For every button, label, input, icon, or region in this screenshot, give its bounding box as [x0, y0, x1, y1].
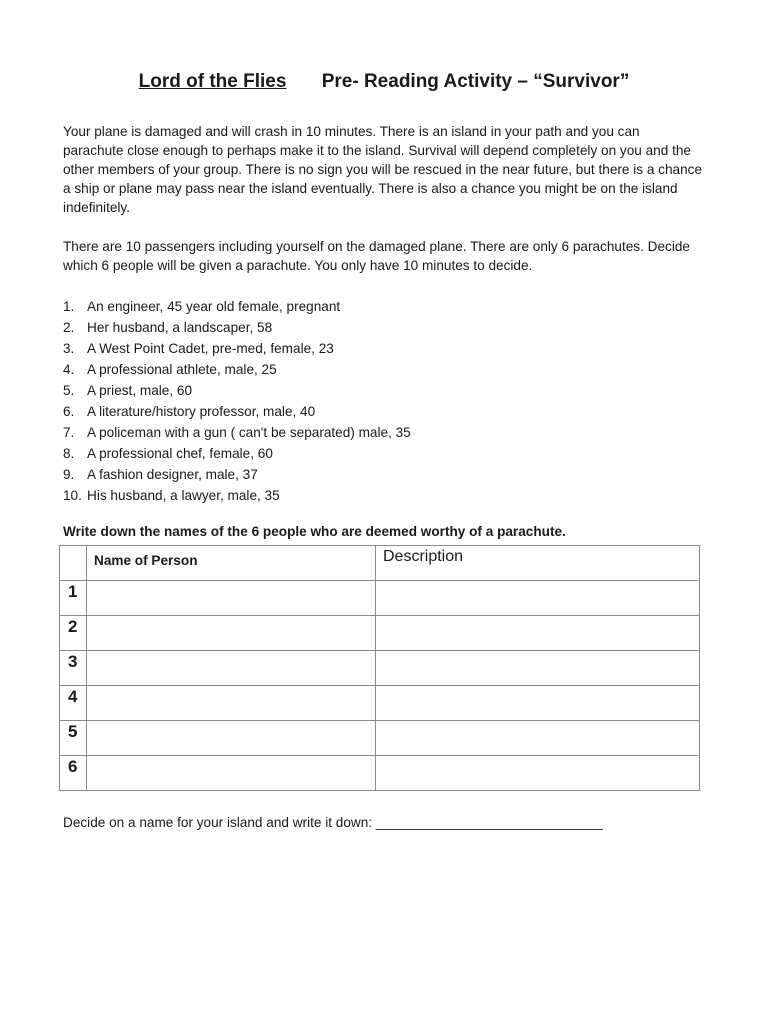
list-number: 10.	[63, 488, 82, 503]
description-cell[interactable]	[376, 686, 700, 721]
row-number: 2	[68, 617, 78, 636]
book-title: Lord of the Flies	[138, 71, 287, 92]
description-cell[interactable]	[376, 581, 700, 616]
row-number: 3	[68, 652, 78, 671]
activity-title: Pre- Reading Activity – “Survivor”	[321, 71, 630, 92]
list-item	[63, 317, 703, 338]
name-cell[interactable]	[87, 616, 376, 651]
name-cell[interactable]	[87, 686, 376, 721]
island-name-prompt	[63, 815, 603, 830]
list-number: 4.	[63, 362, 75, 377]
row-number-cell	[60, 756, 87, 791]
row-number-cell	[60, 721, 87, 756]
header-description: Description	[383, 548, 464, 565]
list-text: A literature/history professor, male, 40	[87, 404, 316, 419]
list-number: 9.	[63, 467, 75, 482]
list-item	[63, 485, 703, 506]
row-number: 4	[68, 687, 78, 706]
description-cell[interactable]	[376, 721, 700, 756]
list-text: A professional chef, female, 60	[87, 446, 273, 461]
table-row	[60, 686, 700, 721]
list-item	[63, 380, 703, 401]
list-text: Her husband, a landscaper, 58	[87, 320, 273, 335]
table-row	[60, 756, 700, 791]
name-cell[interactable]	[87, 721, 376, 756]
list-item	[63, 296, 703, 317]
table-header-row	[60, 546, 700, 581]
header-description-cell	[376, 546, 700, 581]
passengers-paragraph: There are 10 passengers including yourself on the damaged plane. There are only 6 parachutes. Decide which 6 people will be given a parachute. You only have 10 minutes to decide.	[63, 239, 690, 273]
list-item	[63, 443, 703, 464]
list-item	[63, 422, 703, 443]
list-item	[63, 338, 703, 359]
row-number-cell	[60, 616, 87, 651]
list-number: 1.	[63, 299, 75, 314]
island-name-label: Decide on a name for your island and write it down:	[63, 815, 373, 830]
island-name-blank[interactable]: ______________________________	[375, 815, 603, 830]
table-row	[60, 721, 700, 756]
table-row	[60, 651, 700, 686]
row-number: 1	[68, 582, 78, 601]
list-text: A West Point Cadet, pre-med, female, 23	[87, 341, 334, 356]
header-number-cell	[60, 546, 87, 581]
passenger-list	[63, 296, 703, 506]
parachute-table	[59, 545, 700, 791]
name-cell[interactable]	[87, 581, 376, 616]
row-number-cell	[60, 686, 87, 721]
table-row	[60, 581, 700, 616]
page-title	[0, 71, 768, 93]
header-name-cell	[87, 546, 376, 581]
list-text: His husband, a lawyer, male, 35	[87, 488, 280, 503]
scenario-paragraph: Your plane is damaged and will crash in 10 minutes. There is an island in your path and you can parachute close enough to perhaps make it to the island. Survival will depend completely on you and the other members of your group. There is no sign you will be rescued in the near future, but there is a chance a ship or plane may pass near the island eventually. There is also a chance you might be on the island indefinitely.	[63, 124, 703, 215]
list-number: 6.	[63, 404, 75, 419]
list-item	[63, 464, 703, 485]
list-text: An engineer, 45 year old female, pregnant	[87, 299, 341, 314]
list-number: 8.	[63, 446, 75, 461]
table-instruction: Write down the names of the 6 people who are deemed worthy of a parachute.	[63, 524, 566, 539]
list-text: A policeman with a gun ( can't be separated) male, 35	[87, 425, 411, 440]
table-row	[60, 616, 700, 651]
list-text: A professional athlete, male, 25	[87, 362, 277, 377]
list-text: A priest, male, 60	[87, 383, 193, 398]
list-text: A fashion designer, male, 37	[87, 467, 258, 482]
row-number: 6	[68, 757, 78, 776]
list-item	[63, 359, 703, 380]
description-cell[interactable]	[376, 756, 700, 791]
list-number: 3.	[63, 341, 75, 356]
description-cell[interactable]	[376, 616, 700, 651]
row-number-cell	[60, 581, 87, 616]
name-cell[interactable]	[87, 651, 376, 686]
row-number-cell	[60, 651, 87, 686]
description-cell[interactable]	[376, 651, 700, 686]
header-name: Name of Person	[94, 553, 198, 568]
list-number: 2.	[63, 320, 75, 335]
list-number: 5.	[63, 383, 75, 398]
row-number: 5	[68, 722, 78, 741]
list-number: 7.	[63, 425, 75, 440]
name-cell[interactable]	[87, 756, 376, 791]
list-item	[63, 401, 703, 422]
